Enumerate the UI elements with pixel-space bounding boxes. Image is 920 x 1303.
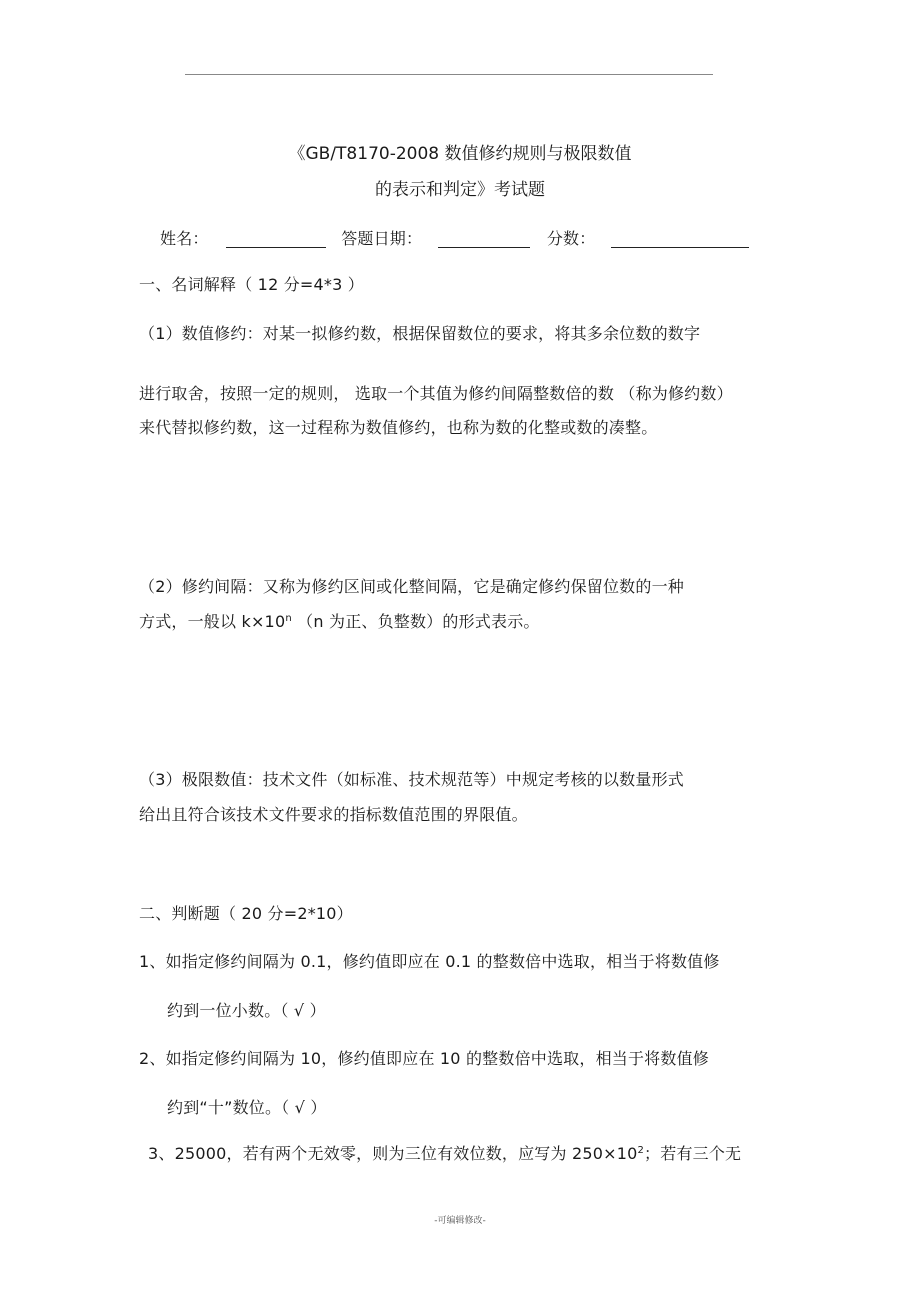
q3-line-1: （3）极限数值：技术文件（如标准、技术规范等）中规定考核的以数量形式	[139, 770, 684, 789]
tf-item-2-line-2: 约到“十”数位。（ √ ）	[167, 1098, 327, 1117]
tf-item-1-text: 如指定修约间隔为 0.1，修约值即应在 0.1 的整数倍中选取，相当于将数值修	[165, 952, 720, 971]
header-rule	[185, 74, 713, 75]
section-1-heading: 一、名词解释（ 12 分=4*3 ）	[139, 275, 364, 294]
score-field[interactable]	[611, 229, 749, 248]
score-label: 分数：	[546, 229, 596, 248]
q2-line-1: （2）修约间隔：又称为修约区间或化整间隔，它是确定修约保留位数的一种	[139, 577, 684, 596]
name-field[interactable]	[226, 229, 326, 248]
form-row	[160, 226, 749, 249]
tf-item-1-line-2: 约到一位小数。（ √ ）	[167, 1001, 326, 1020]
tf-item-1	[139, 949, 720, 972]
tf-item-2-text: 如指定修约间隔为 10，修约值即应在 10 的整数倍中选取，相当于将数值修	[165, 1049, 709, 1068]
tf-item-3	[148, 1141, 741, 1164]
tf-item-2-number: 2、	[139, 1049, 166, 1068]
page-footer: -可编辑修改-	[434, 1216, 486, 1226]
q2-line-2-tail: （n 为正、负整数）的形式表示。	[291, 612, 540, 631]
title-line-2: 的表示和判定》考试题	[375, 180, 545, 200]
q2-line-2	[139, 609, 540, 632]
q1-line-2: 进行取舍，按照一定的规则， 选取一个其值为修约间隔整数倍的数 （称为修约数）	[139, 384, 733, 403]
section-2-heading: 二、判断题（ 20 分=2*10）	[139, 904, 353, 923]
q2-line-2-text: 方式，一般以 k×10	[139, 612, 286, 631]
name-label: 姓名：	[160, 229, 209, 248]
tf-item-3-exponent: 2	[637, 1145, 645, 1156]
q2-exponent: n	[285, 613, 292, 624]
q3-line-2: 给出且符合该技术文件要求的指标数值范围的界限值。	[139, 805, 528, 824]
date-label: 答题日期：	[341, 229, 423, 248]
title-line-1: 《GB/T8170-2008 数值修约规则与极限数值	[288, 144, 632, 164]
tf-item-3-number: 3、	[148, 1144, 175, 1163]
q1-line-1: （1）数值修约：对某一拟修约数，根据保留数位的要求，将其多余位数的数字	[139, 324, 701, 343]
tf-item-1-number: 1、	[139, 952, 166, 971]
tf-item-2	[139, 1046, 709, 1069]
date-field[interactable]	[438, 229, 530, 248]
q1-line-3: 来代替拟修约数，这一过程称为数值修约，也称为数的化整或数的凑整。	[139, 418, 658, 437]
tf-item-3-text: 25000，若有两个无效零，则为三位有效位数，应写为 250×10	[174, 1144, 638, 1163]
tf-item-3-tail: ；若有三个无	[644, 1144, 742, 1163]
